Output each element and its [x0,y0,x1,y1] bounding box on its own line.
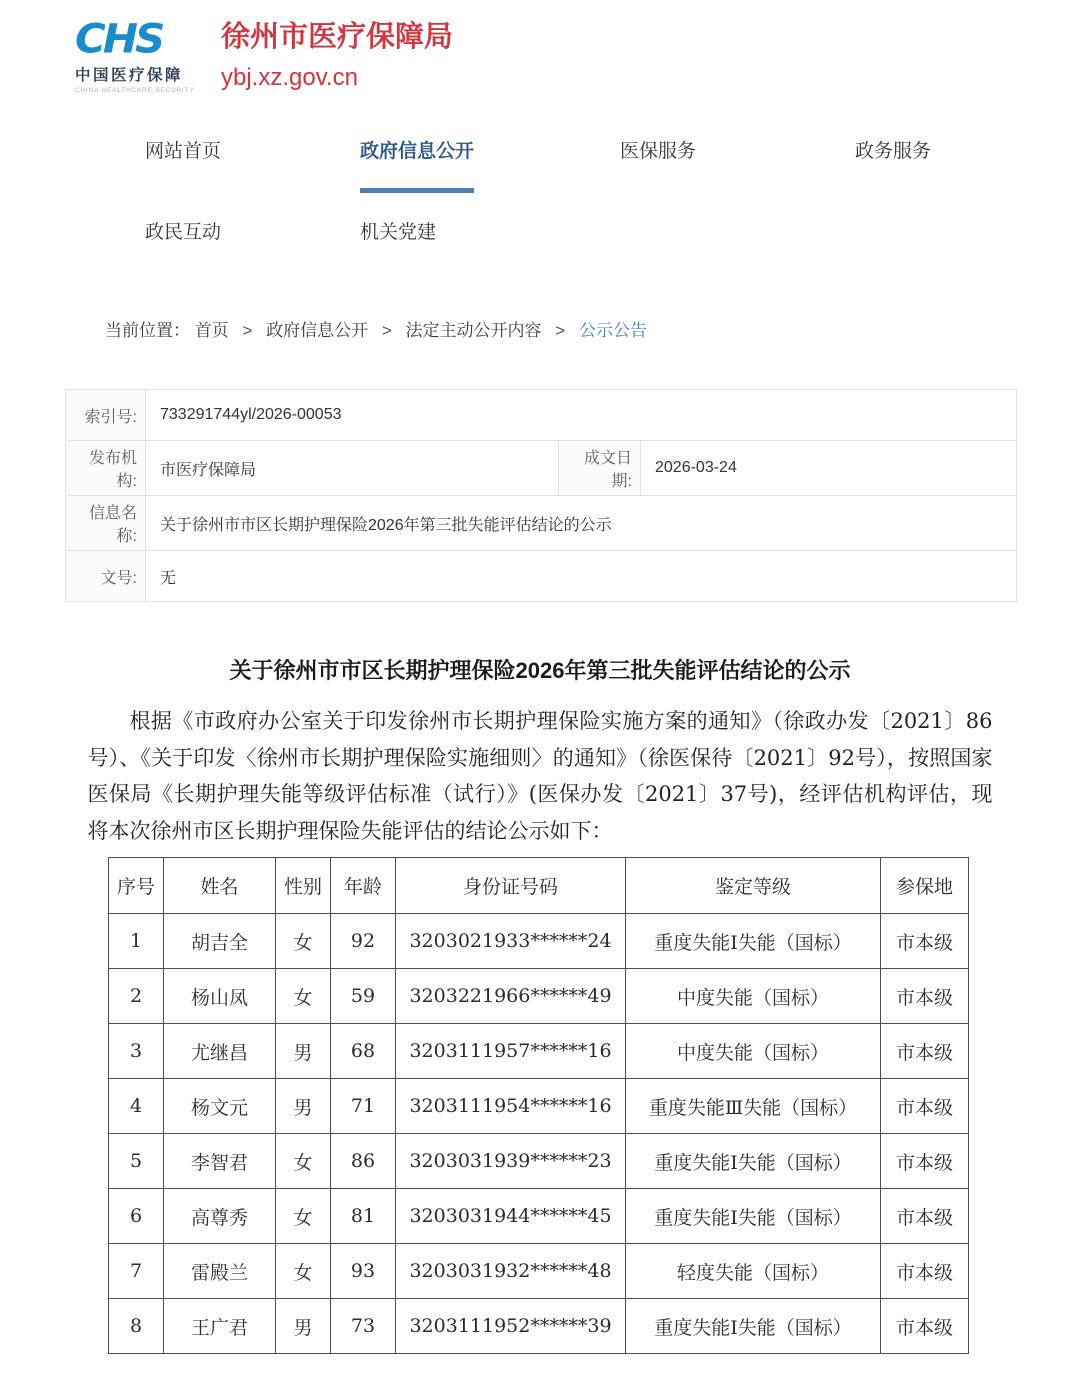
table-row [109,1024,969,1079]
nav-item-party-building[interactable]: 机关党建 [360,222,437,243]
table-cell: 6 [109,1189,164,1244]
table-row [109,1134,969,1189]
table-header-cell: 姓名 [164,858,276,914]
table-cell: 1 [109,914,164,969]
table-cell: 86 [331,1134,396,1189]
table-cell: 女 [276,1134,331,1189]
table-cell: 3203221966******49 [396,969,626,1024]
table-row [109,1079,969,1134]
results-table-head [109,858,969,914]
table-cell: 男 [276,1299,331,1354]
table-header-row [109,858,969,914]
breadcrumb-separator: > [555,321,566,340]
table-cell: 男 [276,1024,331,1079]
meta-value-date: 2026-03-24 [641,441,1017,496]
breadcrumb-home[interactable]: 首页 [194,321,229,340]
table-cell: 4 [109,1079,164,1134]
chs-logo-cn-name: 中国医疗保障 [75,67,184,84]
table-cell: 92 [331,914,396,969]
table-cell: 3203111954******16 [396,1079,626,1134]
table-cell: 5 [109,1134,164,1189]
table-cell: 重度失能Ⅰ失能（国标） [626,1299,881,1354]
document-meta-table [65,389,1017,602]
table-cell: 高尊秀 [164,1189,276,1244]
table-cell: 3203031932******48 [396,1244,626,1299]
meta-label-doc-number: 文号: [66,551,146,602]
table-cell: 男 [276,1079,331,1134]
assessment-results-table [108,857,969,1354]
table-cell: 73 [331,1299,396,1354]
table-cell: 雷殿兰 [164,1244,276,1299]
breadcrumb-separator: > [242,321,253,340]
meta-row-index [66,390,1017,441]
table-cell: 轻度失能（国标） [626,1244,881,1299]
meta-value-org: 市医疗保障局 [146,441,559,496]
meta-value-name: 关于徐州市市区长期护理保险2026年第三批失能评估结论的公示 [146,496,1017,551]
breadcrumb-statutory-disclosure[interactable]: 法定主动公开内容 [405,321,542,340]
table-cell: 8 [109,1299,164,1354]
table-cell: 68 [331,1024,396,1079]
meta-row-name [66,496,1017,551]
table-row [109,1299,969,1354]
table-cell: 市本级 [881,1024,969,1079]
results-table-body [109,914,969,1354]
chs-logo[interactable] [75,15,207,94]
table-cell: 王广君 [164,1299,276,1354]
table-cell: 市本级 [881,1079,969,1134]
table-cell: 重度失能Ⅲ失能（国标） [626,1079,881,1134]
meta-label-date: 成文日期: [559,441,641,496]
meta-label-index: 索引号: [66,390,146,441]
article-title: 关于徐州市市区长期护理保险2026年第三批失能评估结论的公示 [229,658,851,683]
table-cell: 重度失能Ⅰ失能（国标） [626,1189,881,1244]
nav-item-gov-info[interactable]: 政府信息公开 [360,136,474,165]
meta-row-doc-number [66,551,1017,602]
meta-label-name: 信息名称: [66,496,146,551]
article-paragraph: 根据《市政府办公室关于印发徐州市长期护理保险实施方案的通知》（徐政办发〔2021〕86号）、《关于印发〈徐州市长期护理保险实施细则〉的通知》（徐医保待〔2021〕92号），按照国家医保局《长期护理失能等级评估标准（试行）》(医保办发〔2021〕37号)，经评估机构评估，现将本次徐州市区长期护理保险失能评估的结论公示如下： [87,709,993,843]
table-row [109,1189,969,1244]
table-cell: 59 [331,969,396,1024]
nav-item-home[interactable]: 网站首页 [145,141,222,162]
table-header-cell: 身份证号码 [396,858,626,914]
table-cell: 中度失能（国标） [626,969,881,1024]
site-titles [221,18,453,92]
table-cell: 93 [331,1244,396,1299]
breadcrumb-label: 当前位置： [105,321,190,340]
table-cell: 3203111952******39 [396,1299,626,1354]
table-cell: 杨文元 [164,1079,276,1134]
table-header-cell: 年龄 [331,858,396,914]
table-header-cell: 参保地 [881,858,969,914]
chs-logo-en-name: CHINA HEALTHCARE SECURITY [75,87,195,94]
nav-item-medical-service[interactable]: 医保服务 [620,141,697,162]
table-cell: 市本级 [881,1244,969,1299]
table-cell: 胡吉全 [164,914,276,969]
site-title: 徐州市医疗保障局 [221,21,454,53]
meta-value-index: 733291744yl/2026-00053 [146,390,1017,441]
table-cell: 女 [276,969,331,1024]
table-header-cell: 性别 [276,858,331,914]
table-cell: 中度失能（国标） [626,1024,881,1079]
table-cell: 7 [109,1244,164,1299]
table-cell: 2 [109,969,164,1024]
table-cell: 女 [276,914,331,969]
table-cell: 3203021933******24 [396,914,626,969]
nav-item-public-interaction[interactable]: 政民互动 [145,222,222,243]
meta-label-org: 发布机构: [66,441,146,496]
breadcrumb-public-notice[interactable]: 公示公告 [578,321,647,340]
table-cell: 3203031944******45 [396,1189,626,1244]
table-cell: 3203031939******23 [396,1134,626,1189]
table-cell: 3 [109,1024,164,1079]
table-cell: 市本级 [881,1134,969,1189]
breadcrumb-gov-info[interactable]: 政府信息公开 [266,321,369,340]
table-cell: 市本级 [881,914,969,969]
table-cell: 杨山凤 [164,969,276,1024]
meta-value-doc-number: 无 [146,551,1017,602]
site-url-link[interactable]: ybj.xz.gov.cn [221,64,358,91]
table-cell: 重度失能Ⅰ失能（国标） [626,914,881,969]
table-row [109,914,969,969]
site-header [0,0,1080,94]
table-cell: 81 [331,1189,396,1244]
table-cell: 市本级 [881,1189,969,1244]
nav-item-gov-service[interactable]: 政务服务 [855,141,932,162]
table-cell: 尤继昌 [164,1024,276,1079]
table-header-cell: 鉴定等级 [626,858,881,914]
breadcrumb-separator: > [381,321,392,340]
chs-logo-abbr: CHS [75,15,163,62]
table-row [109,969,969,1024]
table-cell: 市本级 [881,969,969,1024]
table-cell: 女 [276,1189,331,1244]
table-cell: 71 [331,1079,396,1134]
table-cell: 女 [276,1244,331,1299]
meta-row-org-date [66,441,1017,496]
table-header-cell: 序号 [109,858,164,914]
table-cell: 3203111957******16 [396,1024,626,1079]
table-row [109,1244,969,1299]
table-cell: 李智君 [164,1134,276,1189]
table-cell: 市本级 [881,1299,969,1354]
table-cell: 重度失能Ⅰ失能（国标） [626,1134,881,1189]
main-nav [145,136,1025,246]
breadcrumb [105,316,1080,341]
